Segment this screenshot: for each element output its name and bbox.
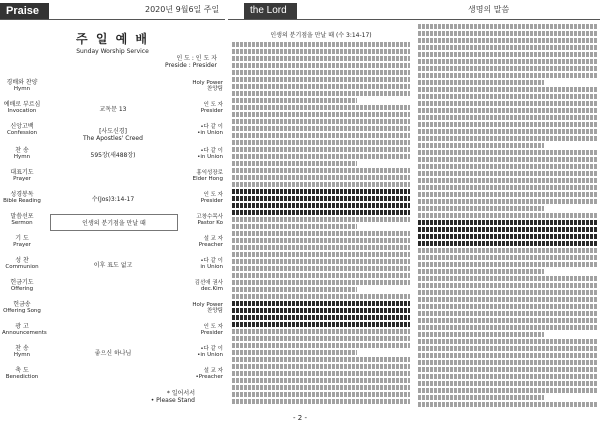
service-item-label [2,236,42,248]
service-item-label [2,102,42,114]
sermon-text-left [232,30,410,406]
text-line [418,52,598,57]
service-item-kr: 예배로 부르심 [3,101,41,108]
text-line [232,147,410,152]
text-line [418,283,598,288]
text-line [418,234,598,239]
service-item-label [2,148,42,160]
service-row [2,168,223,190]
text-line [232,175,410,180]
text-line [418,108,598,113]
text-line [418,269,544,274]
right-header [228,0,600,22]
header-rule [228,19,600,20]
text-line [232,42,410,47]
service-item-kr: 기 도 [15,235,29,242]
service-item-label [2,323,47,336]
service-leader-kr: 김선애 권사 [194,280,223,286]
text-line [232,245,410,250]
text-line [232,203,410,208]
text-line [418,129,598,134]
text-line [418,143,544,148]
service-row [2,122,223,146]
sermon-body-lines [418,24,598,407]
service-item-en: Prayer [13,176,31,182]
service-item-kr: 광 고 [15,323,29,330]
service-item-content [50,214,178,231]
service-row [2,190,223,212]
text-line [232,252,410,257]
service-leader-kr: 인 도 자 [203,192,223,198]
service-row [2,344,223,366]
service-item-detail: 이후 표도 없고 [93,262,133,269]
text-line [418,178,598,183]
text-line [418,87,598,92]
service-leader-kr: •다 같 이 [200,148,223,154]
service-item-kr: 대표기도 [10,169,34,176]
text-line [418,45,598,50]
service-item-en: Announcements [2,330,47,336]
service-leader-en: •in Union [197,154,223,160]
service-leader-en: •in Union [197,352,223,358]
service-leader-kr: 고창수목사 [196,214,223,220]
service-item-detail: 595장(새488장) [90,152,136,159]
service-row [2,366,223,388]
service-leader-kr: 설 교 자 [203,368,223,374]
service-leader-en: 찬양팀 [207,86,223,92]
service-leader-en: •in Union [197,130,223,136]
service-leader-en: in Union [200,264,223,270]
service-item-leader [179,236,223,248]
service-leader-kr: •다 같 이 [200,346,223,352]
text-line [232,182,410,187]
service-item-kr: 헌금기도 [10,279,34,286]
service-leader-en: 찬양팀 [207,308,223,314]
service-row [2,100,223,122]
service-item-leader [179,214,223,226]
text-line [418,311,598,316]
service-item-leader [179,80,223,92]
service-leader-kr: 설 교 자 [203,236,223,242]
service-item-content [50,104,176,113]
text-line [232,301,410,306]
service-item-detail: 교독문 13 [99,106,127,113]
service-item-en: Confession [6,130,38,136]
text-line [232,371,410,376]
service-item-label [2,346,42,358]
service-leader-kr: •다 같 이 [200,258,223,264]
service-item-en: Hymn [13,86,31,92]
service-leader-en: Pastor Ko [197,220,223,226]
service-item-en: Hymn [13,154,31,160]
text-line [418,122,598,127]
text-line [232,210,410,215]
text-line [418,150,598,155]
text-line [232,231,410,236]
stand-note-kr: * 일어서서 [166,390,195,397]
service-item-leader [179,302,223,314]
text-line [232,273,410,278]
text-line [418,332,544,337]
service-item-leader [179,324,223,336]
text-line [232,357,410,362]
worship-title-kr: 주 일 예 배 [76,32,149,46]
text-line [418,94,598,99]
service-item-kr: 헌금송 [13,301,31,308]
text-line [232,392,410,397]
service-item-content [50,348,176,357]
text-line [418,304,598,309]
text-line [232,161,357,166]
text-line [418,213,598,218]
text-line [418,388,598,393]
service-item-detail: [사도신경] [99,128,127,135]
text-line [418,73,598,78]
left-header [0,0,225,22]
service-item-detail: 수(Jos)3:14-17 [91,196,135,203]
presider-label-en: Preside : Presider [165,62,217,69]
service-leader-kr: 인 도 자 [203,102,223,108]
text-line [418,31,598,36]
service-item-label [2,280,42,292]
service-item-leader [179,346,223,358]
service-date: 2020년 9월6일 주일 [145,5,220,14]
service-item-detail: 인생의 분기점을 만날 때 [82,220,146,227]
service-item-content [50,260,176,269]
service-item-en: Communion [5,264,39,270]
text-line [418,353,598,358]
service-item-leader [179,148,223,160]
service-leader-en: dec.Kim [200,286,223,292]
text-line [232,189,410,194]
service-item-content [50,194,176,203]
service-item-kr: 성경봉독 [10,191,34,198]
service-item-leader [179,280,223,292]
service-row [2,322,223,344]
text-line [418,136,598,141]
text-line [418,262,598,267]
service-item-leader [179,258,223,270]
text-line [418,395,544,400]
service-leader-en: Presider [200,198,223,204]
text-line [418,290,598,295]
page-number: - 2 - [293,414,307,422]
service-item-content [50,150,176,159]
service-item-leader [179,368,223,380]
text-line [418,206,544,211]
stand-note [0,390,225,404]
text-line [418,115,598,120]
service-row [2,256,223,278]
word-of-life-heading: 생명의 말씀 [468,5,510,14]
sermon-column [228,0,600,410]
text-line [232,280,410,285]
text-line [232,399,410,404]
service-item-kr: 성 찬 [15,257,29,264]
text-line [232,294,410,299]
text-line [418,318,598,323]
text-line [232,133,410,138]
worship-title-block [0,30,225,55]
service-item-label [2,170,42,182]
text-line [418,164,598,169]
sermon-title: 인생의 분기점을 만날 때 (수 3:14-17) [270,32,372,39]
text-line [232,49,410,54]
text-line [418,38,598,43]
text-line [418,185,598,190]
text-line [232,154,410,159]
text-line [232,140,410,145]
text-line [418,367,598,372]
service-leader-kr: •다 같 이 [200,124,223,130]
text-line [232,126,410,131]
service-item-detail-en: The Apostles' Creed [83,135,143,142]
text-line [418,248,598,253]
text-line [232,329,410,334]
the-lord-tag: the Lord [244,3,297,19]
text-line [232,287,357,292]
service-item-leader [179,192,223,204]
service-item-kr: 찬 송 [15,147,29,154]
service-leader-en: •Preacher [195,374,223,380]
text-line [232,322,410,327]
text-line [418,297,598,302]
text-line [232,217,410,222]
header-rule [0,19,225,20]
order-of-service-list [2,78,223,388]
service-item-label [2,192,42,204]
service-item-kr: 신앙고백 [10,123,34,130]
text-line [232,336,410,341]
text-line [232,364,410,369]
text-line [418,192,598,197]
service-item-kr: 말씀선포 [10,213,34,220]
text-line [232,77,410,82]
service-row [2,234,223,256]
text-line [232,308,410,313]
service-item-label [2,302,42,314]
text-line [418,80,544,85]
service-item-label [2,258,42,270]
praise-tag: Praise [0,3,49,19]
text-line [232,350,357,355]
text-line [232,259,410,264]
text-line [418,199,598,204]
text-line [232,112,410,117]
service-leader-kr: 인 도 자 [203,324,223,330]
service-leader-en: Preacher [198,242,223,248]
presider-label: 인 도 : 인 도 자 [176,55,217,62]
service-leader-kr: Holy Power [192,302,223,308]
text-line [418,241,598,246]
text-line [232,238,410,243]
service-item-kr: 찬 송 [15,345,29,352]
service-row [2,278,223,300]
text-line [232,224,357,229]
text-line [418,227,598,232]
service-item-en: Sermon [11,220,33,226]
service-item-leader [179,102,223,114]
text-line [418,360,598,365]
text-line [232,56,410,61]
service-item-en: Offering [10,286,34,292]
text-line [232,378,410,383]
service-item-detail: 좋으신 하나님 [94,350,132,357]
text-line [418,346,598,351]
service-leader-en: Elder Hong [192,176,223,182]
text-line [232,98,357,103]
text-line [232,385,410,390]
sermon-text-right [418,24,598,409]
sermon-body-lines [232,42,410,404]
text-line [418,157,598,162]
text-line [232,70,410,75]
text-line [418,381,598,386]
text-line [418,374,598,379]
service-item-en: Benediction [5,374,39,380]
service-item-en: Hymn [13,352,31,358]
service-item-kr: 경배와 찬양 [6,79,38,86]
text-line [418,24,598,29]
service-item-label [2,80,42,92]
text-line [232,84,410,89]
service-row [2,78,223,100]
service-leader-kr: 홍익성장로 [196,170,223,176]
text-line [232,63,410,68]
service-item-label [2,124,42,136]
text-line [232,168,410,173]
text-line [232,196,410,201]
service-row [2,212,223,234]
service-leader-en: Presider [200,108,223,114]
service-item-leader [179,170,223,182]
text-line [232,315,410,320]
text-line [418,101,598,106]
service-item-content [50,126,176,142]
text-line [232,91,410,96]
worship-title-en: Sunday Worship Service [76,48,149,55]
service-leader-en: Presider [200,330,223,336]
order-of-worship-column [0,0,225,410]
text-line [418,402,598,407]
service-leader-kr: Holy Power [192,80,223,86]
service-row [2,300,223,322]
text-line [232,343,410,348]
service-item-en: Offering Song [3,308,41,314]
service-item-label [2,214,42,226]
service-row [2,146,223,168]
text-line [232,266,410,271]
stand-note-en: • Please Stand [150,397,195,404]
service-item-en: Bible Reading [3,198,41,204]
text-line [418,255,598,260]
text-line [418,325,598,330]
text-line [418,59,598,64]
service-item-en: Invocation [7,108,37,114]
text-line [418,66,598,71]
presider-block [165,55,217,69]
text-line [232,105,410,110]
service-item-label [2,368,42,380]
service-item-en: Prayer [13,242,31,248]
service-item-leader [179,124,223,136]
text-line [418,171,598,176]
text-line [418,220,598,225]
text-line [232,119,410,124]
text-line [418,276,598,281]
service-item-kr: 축 도 [15,367,29,374]
text-line [418,339,598,344]
